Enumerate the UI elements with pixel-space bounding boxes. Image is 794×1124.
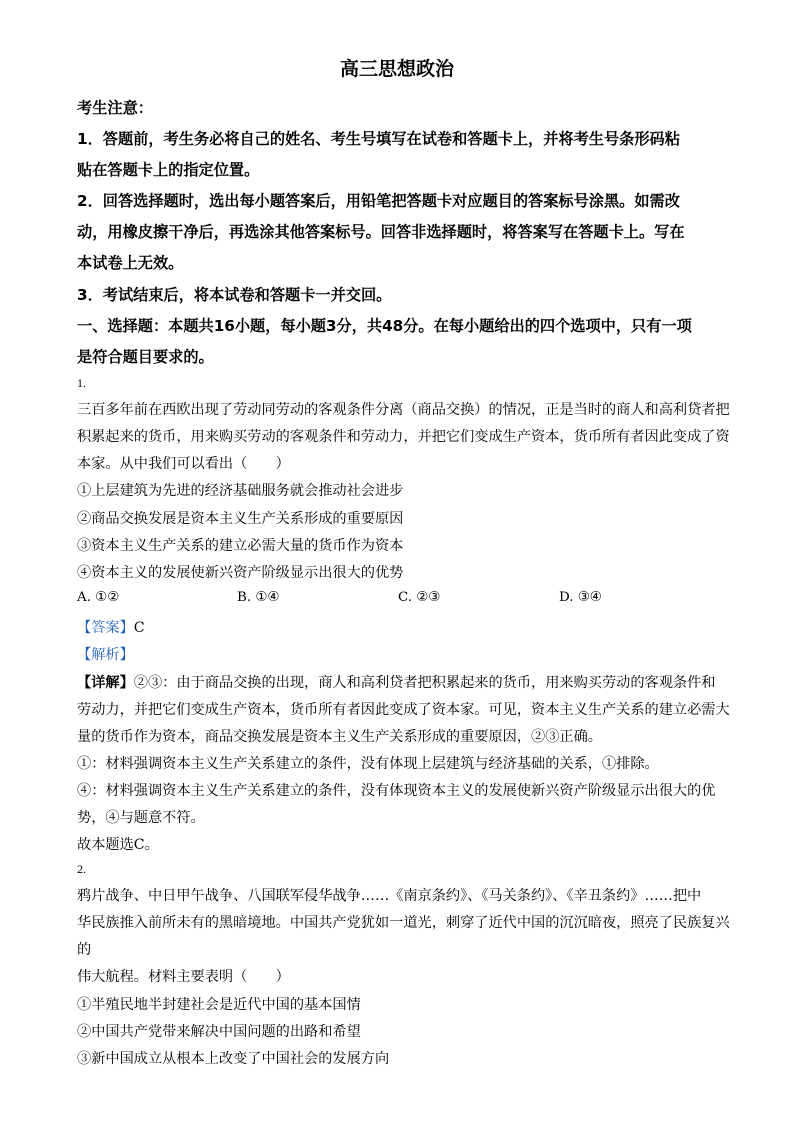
notice-line: 本试卷上无效。 (77, 254, 184, 272)
question-stem: 本家。从中我们可以看出（ ） (77, 456, 290, 472)
choice-item: ②中国共产党带来解决中国问题的出路和希望 (77, 1024, 361, 1040)
detail-line: ①：材料强调资本主义生产关系建立的条件，没有体现上层建筑与经济基础的关系，①排除。 (77, 756, 659, 772)
question-number: 1. (77, 376, 86, 390)
notice-line: 动，用橡皮擦干净后，再选涂其他答案标号。回答非选择题时，将答案写在答题卡上。写在 (77, 223, 685, 241)
question-stem: 伟大航程。材料主要表明（ ） (77, 969, 290, 985)
question-stem: 三百多年前在西欧出现了劳动同劳动的客观条件分离（商品交换）的情况，正是当时的商人和高利贷者把 (77, 402, 730, 418)
option-a: A. ①② (77, 590, 120, 605)
answer-value: C (133, 620, 145, 636)
question-stem: 华民族推入前所未有的黑暗境地。中国共产党犹如一道光，刺穿了近代中国的沉沉暗夜，照亮了民族复兴 (77, 915, 730, 931)
choice-item: ②商品交换发展是资本主义生产关系形成的重要原因 (77, 511, 404, 527)
question-number: 2. (77, 862, 86, 876)
analysis-tag: 【解析】 (77, 647, 134, 663)
option-b: B. ①④ (237, 590, 280, 605)
detail-text: ②③：由于商品交换的出现，商人和高利贷者把积累起来的货币，用来购买劳动的客观条件和 (133, 675, 716, 691)
detail-line: ④：材料强调资本主义生产关系建立的条件，没有体现资本主义的发展使新兴资产阶级显示出很大的优 (77, 783, 716, 799)
choice-item: ①半殖民地半封建社会是近代中国的基本国情 (77, 997, 361, 1013)
question-stem: 的 (77, 942, 92, 958)
section-heading: 一、选择题：本题共16小题，每小题3分，共48分。在每小题给出的四个选项中，只有一项 (77, 317, 692, 335)
choice-item: ③资本主义生产关系的建立必需大量的货币作为资本 (77, 538, 404, 554)
question-stem: 积累起来的货币，用来购买劳动的客观条件和劳动力，并把它们变成生产资本，货币所有者因此变成了资 (77, 429, 730, 445)
detail-line (77, 672, 715, 692)
answer-tag: 【答案】 (77, 620, 134, 636)
detail-line: 量的货币作为资本，商品交换发展是资本主义生产关系形成的重要原因，②③正确。 (77, 729, 602, 745)
detail-line: 势，④与题意不符。 (77, 810, 205, 826)
section-heading: 是符合题目要求的。 (77, 348, 214, 366)
answer-line (77, 617, 145, 637)
detail-tag: 【详解】 (77, 675, 134, 691)
detail-line: 劳动力，并把它们变成生产资本，货币所有者因此变成了资本家。可见，资本主义生产关系的建立必需大 (77, 702, 730, 718)
notice-line: 贴在答题卡上的指定位置。 (77, 161, 260, 179)
notice-line: 3．考试结束后，将本试卷和答题卡一并交回。 (77, 286, 392, 304)
page-title: 高三思想政治 (339, 58, 454, 80)
detail-line: 故本题选C。 (77, 837, 159, 853)
notice-line: 1．答题前，考生务必将自己的姓名、考生号填写在试卷和答题卡上，并将考生号条形码粘 (77, 130, 680, 148)
option-d: D. ③④ (559, 590, 602, 605)
choice-item: ①上层建筑为先进的经济基础服务就会推动社会进步 (77, 483, 404, 499)
notice-line: 2．回答选择题时，选出每小题答案后，用铅笔把答题卡对应题目的答案标号涂黑。如需改 (77, 192, 680, 210)
choice-item: ④资本主义的发展使新兴资产阶级显示出很大的优势 (77, 565, 404, 581)
choice-item: ③新中国成立从根本上改变了中国社会的发展方向 (77, 1051, 390, 1067)
notice-heading: 考生注意： (77, 99, 153, 117)
question-stem: 鸦片战争、中日甲午战争、八国联军侵华战争……《南京条约》、《马关条约》、《辛丑条约》……把中 (77, 888, 702, 904)
option-c: C. ②③ (398, 590, 441, 605)
